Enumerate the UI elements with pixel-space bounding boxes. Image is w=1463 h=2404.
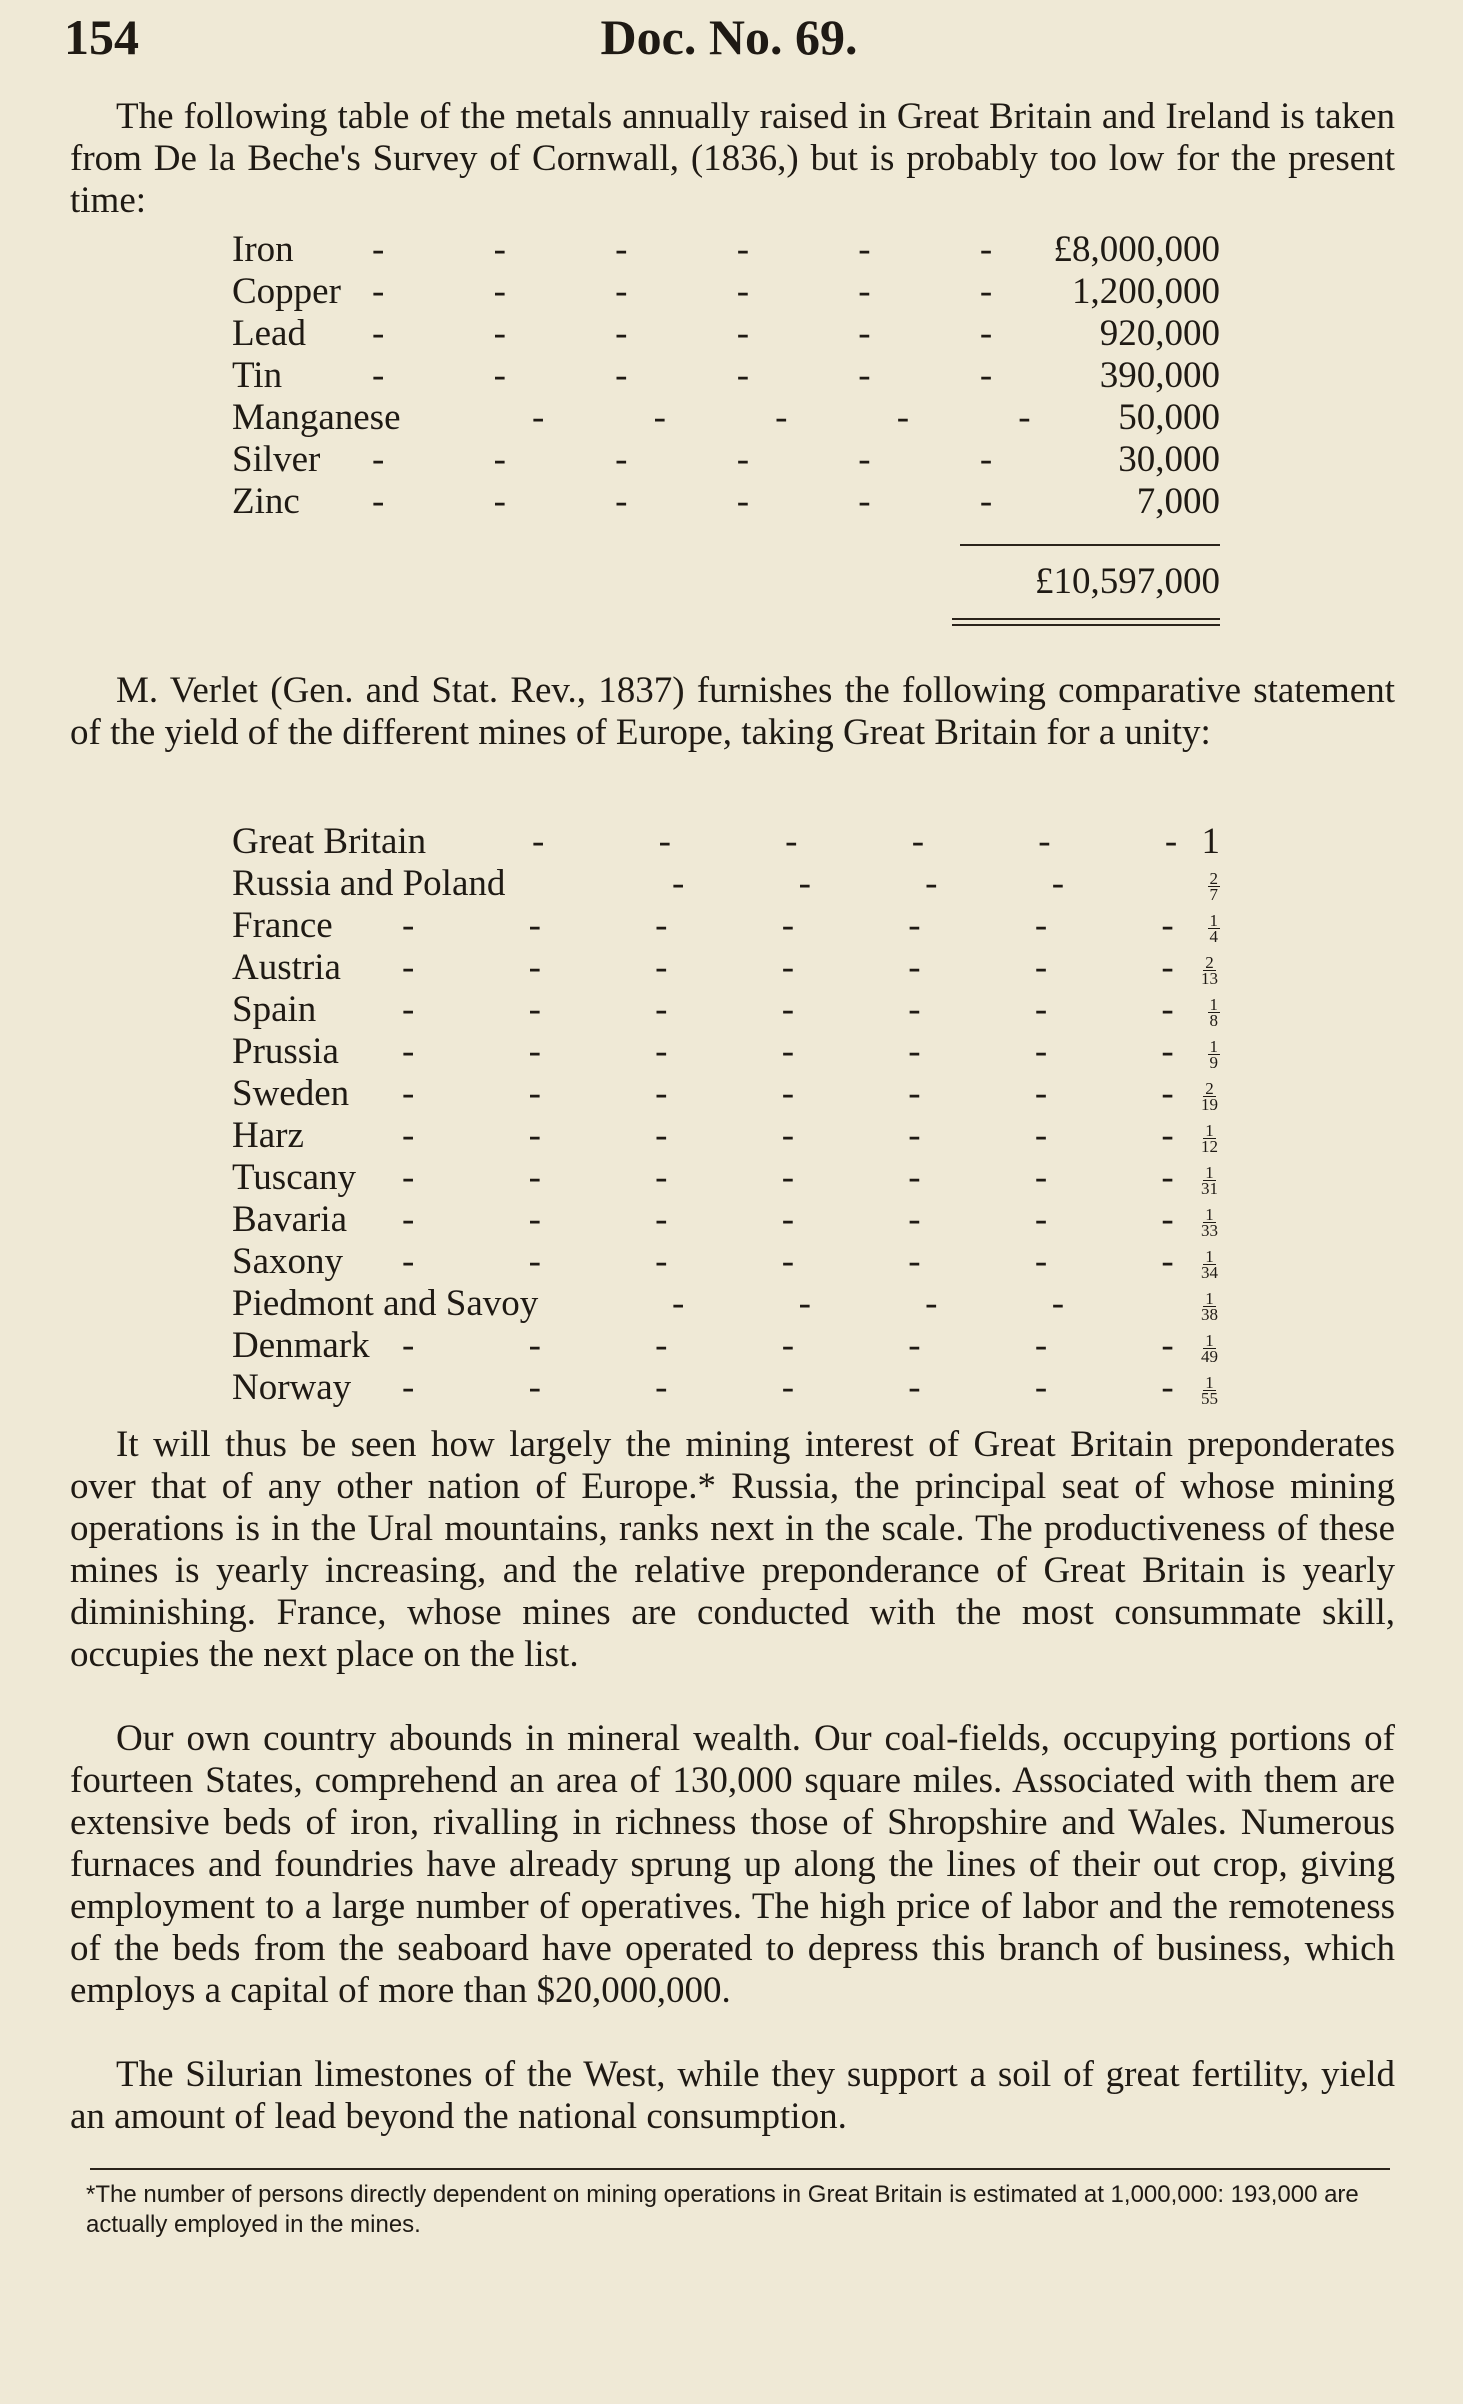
dot-leader: - - - - - - - bbox=[402, 1157, 1174, 1198]
sum-rule bbox=[960, 544, 1220, 546]
yield-value: $\frac{1}{34}$ bbox=[1201, 1247, 1218, 1283]
metal-total: £10,597,000 bbox=[1035, 561, 1220, 602]
yield-value: $\frac{1}{8}$ bbox=[1209, 995, 1218, 1031]
country-name: Harz bbox=[232, 1115, 304, 1156]
intro-paragraph: The following table of the metals annually raised in Great Britain and Ireland is taken from De la Beche's Survey of Cornwall, (1836,) but is probably too low for the present time: bbox=[70, 96, 1395, 221]
metal-value: 7,000 bbox=[1136, 481, 1220, 522]
mine-row bbox=[232, 904, 1220, 946]
yield-value: $\frac{1}{55}$ bbox=[1201, 1373, 1218, 1409]
page-header bbox=[64, 8, 1394, 78]
country-name: France bbox=[232, 905, 333, 946]
country-name: Bavaria bbox=[232, 1199, 348, 1240]
mine-row bbox=[232, 1282, 1220, 1324]
mine-row bbox=[232, 1324, 1220, 1366]
dot-leader: - - - - - - - bbox=[402, 1073, 1174, 1114]
dot-leader: - - - - - - - bbox=[402, 1241, 1174, 1282]
yield-value: $\frac{2}{7}$ bbox=[1209, 869, 1218, 905]
country-name: Norway bbox=[232, 1367, 352, 1408]
metal-name: Silver bbox=[232, 439, 321, 480]
dot-leader: - - - - - - bbox=[372, 355, 993, 396]
dot-leader: - - - - - bbox=[532, 397, 1031, 438]
country-name: Great Britain bbox=[232, 821, 427, 862]
country-name: Prussia bbox=[232, 1031, 339, 1072]
yield-value: $\frac{1}{12}$ bbox=[1201, 1121, 1218, 1157]
metal-value: 50,000 bbox=[1118, 397, 1220, 438]
country-name: Piedmont and Savoy bbox=[232, 1283, 539, 1324]
dot-leader: - - - - - - bbox=[372, 313, 993, 354]
verlet-paragraph: M. Verlet (Gen. and Stat. Rev., 1837) furnishes the following comparative statement of the yield of the different mines of Europe, taking Great Britain for a unity: bbox=[70, 670, 1395, 753]
metal-value: £8,000,000 bbox=[1053, 229, 1220, 270]
dot-leader: - - - - - - - bbox=[402, 1115, 1174, 1156]
metal-value: 1,200,000 bbox=[1072, 271, 1220, 312]
country-name: Saxony bbox=[232, 1241, 343, 1282]
total-double-rule-bottom bbox=[952, 624, 1220, 626]
dot-leader: - - - - - - bbox=[372, 229, 993, 270]
metal-row bbox=[232, 354, 1220, 396]
metal-row bbox=[232, 480, 1220, 522]
dot-leader: - - - - - - bbox=[372, 271, 993, 312]
mine-row bbox=[232, 862, 1220, 904]
metal-row bbox=[232, 312, 1220, 354]
document-title: Doc. No. 69. bbox=[600, 9, 858, 65]
mine-row bbox=[232, 1366, 1220, 1408]
metal-name: Zinc bbox=[232, 481, 300, 522]
mine-row bbox=[232, 1114, 1220, 1156]
dot-leader: - - - - - - bbox=[372, 481, 993, 522]
body-paragraph: Our own country abounds in mineral wealth. Our coal-fields, occupying portions of fourteen States, comprehend an area of 130,000 square miles. Associated with them are extensive beds of iron, rivalling in richness those of Shropshire and Wales. Numerous furnaces and foundries have already sprung up along the lines of their out crop, giving employment to a large number of operatives. The high price of labor and the remoteness of the beds from the seaboard have operated to depress this branch of business, which employs a capital of more than $20,000,000. bbox=[70, 1718, 1395, 2011]
metal-row bbox=[232, 438, 1220, 480]
metal-value: 30,000 bbox=[1118, 439, 1220, 480]
dot-leader: - - - - - - - bbox=[402, 1325, 1174, 1366]
mine-row bbox=[232, 1198, 1220, 1240]
metal-name: Copper bbox=[232, 271, 341, 312]
dot-leader: - - - - bbox=[672, 1283, 1065, 1324]
dot-leader: - - - - - - - bbox=[402, 989, 1174, 1030]
mine-row bbox=[232, 988, 1220, 1030]
dot-leader: - - - - - - bbox=[532, 821, 1178, 862]
metal-value: 390,000 bbox=[1099, 355, 1220, 396]
metal-name: Iron bbox=[232, 229, 294, 270]
mine-row bbox=[232, 1156, 1220, 1198]
body-paragraph: It will thus be seen how largely the mining interest of Great Britain preponderates over that of any other nation of Europe.* Russia, the principal seat of whose mining operations is in the Ural mountains, ranks next in the scale. The productiveness of these mines is yearly increasing, and the relative preponderance of Great Britain is yearly diminishing. France, whose mines are conducted with the most consummate skill, occupies the next place on the list. bbox=[70, 1424, 1395, 1675]
metal-row bbox=[232, 396, 1220, 438]
yield-value: $\frac{1}{4}$ bbox=[1209, 911, 1218, 947]
metal-row bbox=[232, 228, 1220, 270]
mine-row bbox=[232, 1072, 1220, 1114]
metal-name: Lead bbox=[232, 313, 306, 354]
page-number: 154 bbox=[64, 9, 139, 65]
yield-value: $\frac{1}{9}$ bbox=[1209, 1037, 1218, 1073]
dot-leader: - - - - - - - bbox=[402, 1031, 1174, 1072]
metal-name: Tin bbox=[232, 355, 283, 396]
dot-leader: - - - - - - - bbox=[402, 1199, 1174, 1240]
country-name: Spain bbox=[232, 989, 317, 1030]
yield-value: $\frac{1}{49}$ bbox=[1201, 1331, 1218, 1367]
dot-leader: - - - - - - - bbox=[402, 1367, 1174, 1408]
dot-leader: - - - - bbox=[672, 863, 1065, 904]
footnote-rule bbox=[90, 2168, 1390, 2170]
mine-row bbox=[232, 820, 1220, 862]
yield-value: $\frac{1}{33}$ bbox=[1201, 1205, 1218, 1241]
country-name: Tuscany bbox=[232, 1157, 357, 1198]
country-name: Austria bbox=[232, 947, 341, 988]
metal-name: Manganese bbox=[232, 397, 401, 438]
mine-row bbox=[232, 1030, 1220, 1072]
dot-leader: - - - - - - bbox=[372, 439, 993, 480]
mine-row bbox=[232, 1240, 1220, 1282]
yield-value: $\frac{1}{38}$ bbox=[1201, 1289, 1218, 1325]
metal-value: 920,000 bbox=[1099, 313, 1220, 354]
total-double-rule-top bbox=[952, 618, 1220, 620]
country-name: Sweden bbox=[232, 1073, 350, 1114]
metal-row bbox=[232, 270, 1220, 312]
country-name: Denmark bbox=[232, 1325, 370, 1366]
body-paragraph: The Silurian limestones of the West, while they support a soil of great fertility, yield an amount of lead beyond the national consumption. bbox=[70, 2054, 1395, 2137]
yield-value: $\frac{2}{19}$ bbox=[1201, 1079, 1218, 1115]
yield-value: $\frac{2}{13}$ bbox=[1201, 953, 1218, 989]
dot-leader: - - - - - - - bbox=[402, 947, 1174, 988]
footnote: *The number of persons directly dependent on mining operations in Great Britain is estimated at 1,000,000: 193,000 are actually employed in the mines. bbox=[86, 2181, 1359, 2238]
mine-row bbox=[232, 946, 1220, 988]
metal-total-row bbox=[232, 560, 1220, 602]
country-name: Russia and Poland bbox=[232, 863, 506, 904]
dot-leader: - - - - - - - bbox=[402, 905, 1174, 946]
yield-value: 1 bbox=[1201, 821, 1220, 862]
yield-value: $\frac{1}{31}$ bbox=[1201, 1163, 1218, 1199]
